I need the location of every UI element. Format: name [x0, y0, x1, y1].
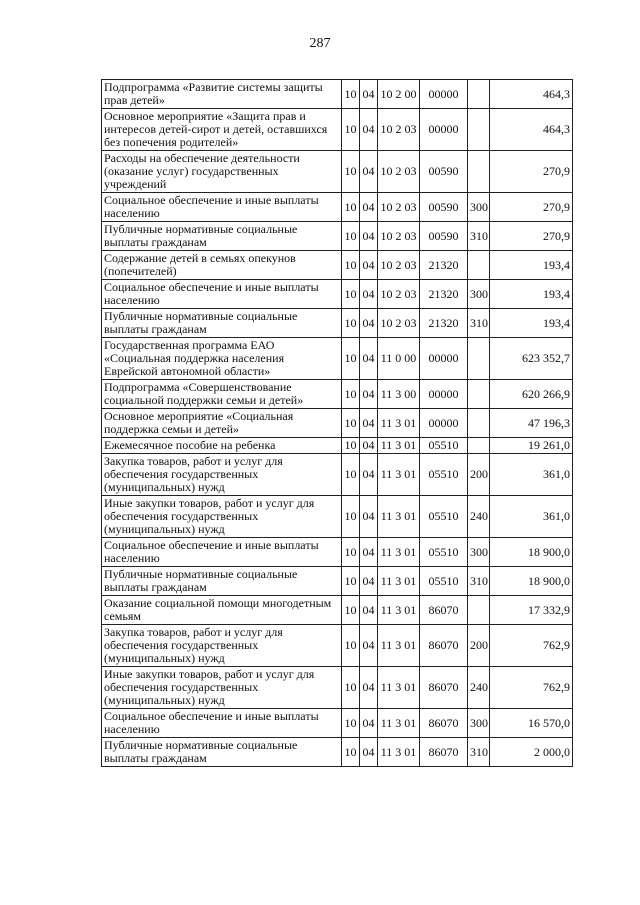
section-code-cell: 10 — [342, 409, 360, 438]
direction-code-cell: 05510 — [420, 454, 468, 496]
expense-type-code-cell: 310 — [468, 567, 490, 596]
amount-cell: 623 352,7 — [490, 338, 573, 380]
program-code-cell: 11 3 01 — [378, 667, 420, 709]
amount-cell: 193,4 — [490, 280, 573, 309]
expense-name-cell: Публичные нормативные социальные выплаты гражданам — [102, 222, 342, 251]
table-row — [102, 596, 573, 625]
direction-code-cell: 00000 — [420, 338, 468, 380]
table-row — [102, 151, 573, 193]
table-row — [102, 338, 573, 380]
program-code-cell: 10 2 03 — [378, 280, 420, 309]
program-code-cell: 11 3 01 — [378, 625, 420, 667]
section-code-cell: 10 — [342, 338, 360, 380]
table-row — [102, 567, 573, 596]
amount-cell: 193,4 — [490, 309, 573, 338]
subsection-code-cell: 04 — [360, 409, 378, 438]
section-code-cell: 10 — [342, 280, 360, 309]
expense-name-cell: Основное мероприятие «Защита прав и интересов детей-сирот и детей, оставшихся без попечения родителей» — [102, 109, 342, 151]
direction-code-cell: 00000 — [420, 80, 468, 109]
program-code-cell: 11 3 01 — [378, 567, 420, 596]
expense-type-code-cell — [468, 438, 490, 454]
direction-code-cell: 00000 — [420, 409, 468, 438]
direction-code-cell: 21320 — [420, 251, 468, 280]
expense-type-code-cell: 310 — [468, 738, 490, 767]
table-row — [102, 280, 573, 309]
direction-code-cell: 00000 — [420, 109, 468, 151]
direction-code-cell: 05510 — [420, 538, 468, 567]
amount-cell: 464,3 — [490, 109, 573, 151]
table-row — [102, 80, 573, 109]
expense-name-cell: Расходы на обеспечение деятельности (оказание услуг) государственных учреждений — [102, 151, 342, 193]
table-row — [102, 454, 573, 496]
program-code-cell: 11 3 01 — [378, 454, 420, 496]
expense-name-cell: Закупка товаров, работ и услуг для обеспечения государственных (муниципальных) нужд — [102, 625, 342, 667]
amount-cell: 270,9 — [490, 151, 573, 193]
expense-name-cell: Закупка товаров, работ и услуг для обеспечения государственных (муниципальных) нужд — [102, 454, 342, 496]
expense-type-code-cell: 300 — [468, 193, 490, 222]
amount-cell: 18 900,0 — [490, 538, 573, 567]
subsection-code-cell: 04 — [360, 80, 378, 109]
program-code-cell: 10 2 03 — [378, 251, 420, 280]
table-row — [102, 709, 573, 738]
subsection-code-cell: 04 — [360, 151, 378, 193]
subsection-code-cell: 04 — [360, 251, 378, 280]
amount-cell: 361,0 — [490, 496, 573, 538]
expense-type-code-cell — [468, 409, 490, 438]
table-row — [102, 409, 573, 438]
table-row — [102, 496, 573, 538]
amount-cell: 762,9 — [490, 667, 573, 709]
expense-name-cell: Содержание детей в семьях опекунов (попечителей) — [102, 251, 342, 280]
amount-cell: 620 266,9 — [490, 380, 573, 409]
subsection-code-cell: 04 — [360, 454, 378, 496]
expense-type-code-cell: 310 — [468, 222, 490, 251]
program-code-cell: 11 0 00 — [378, 338, 420, 380]
expense-name-cell: Публичные нормативные социальные выплаты гражданам — [102, 738, 342, 767]
program-code-cell: 10 2 03 — [378, 193, 420, 222]
expense-type-code-cell — [468, 151, 490, 193]
amount-cell: 17 332,9 — [490, 596, 573, 625]
direction-code-cell: 86070 — [420, 738, 468, 767]
expense-name-cell: Подпрограмма «Совершенствование социальной поддержки семьи и детей» — [102, 380, 342, 409]
program-code-cell: 10 2 03 — [378, 222, 420, 251]
amount-cell: 762,9 — [490, 625, 573, 667]
subsection-code-cell: 04 — [360, 667, 378, 709]
table-row — [102, 222, 573, 251]
direction-code-cell: 00590 — [420, 151, 468, 193]
amount-cell: 18 900,0 — [490, 567, 573, 596]
subsection-code-cell: 04 — [360, 438, 378, 454]
amount-cell: 16 570,0 — [490, 709, 573, 738]
section-code-cell: 10 — [342, 309, 360, 338]
table-row — [102, 109, 573, 151]
program-code-cell: 10 2 03 — [378, 309, 420, 338]
expense-type-code-cell — [468, 80, 490, 109]
subsection-code-cell: 04 — [360, 496, 378, 538]
direction-code-cell: 05510 — [420, 438, 468, 454]
table-row — [102, 380, 573, 409]
table-row — [102, 738, 573, 767]
expense-name-cell: Государственная программа ЕАО «Социальная поддержка населения Еврейской автономной области» — [102, 338, 342, 380]
direction-code-cell: 00000 — [420, 380, 468, 409]
section-code-cell: 10 — [342, 667, 360, 709]
direction-code-cell: 86070 — [420, 709, 468, 738]
program-code-cell: 11 3 01 — [378, 738, 420, 767]
table-row — [102, 667, 573, 709]
section-code-cell: 10 — [342, 738, 360, 767]
expense-name-cell: Иные закупки товаров, работ и услуг для обеспечения государственных (муниципальных) нужд — [102, 496, 342, 538]
direction-code-cell: 05510 — [420, 567, 468, 596]
expense-type-code-cell — [468, 109, 490, 151]
amount-cell: 270,9 — [490, 193, 573, 222]
section-code-cell: 10 — [342, 596, 360, 625]
subsection-code-cell: 04 — [360, 709, 378, 738]
direction-code-cell: 05510 — [420, 496, 468, 538]
section-code-cell: 10 — [342, 625, 360, 667]
expense-name-cell: Иные закупки товаров, работ и услуг для обеспечения государственных (муниципальных) нужд — [102, 667, 342, 709]
expense-type-code-cell — [468, 251, 490, 280]
subsection-code-cell: 04 — [360, 567, 378, 596]
section-code-cell: 10 — [342, 380, 360, 409]
table-row — [102, 438, 573, 454]
subsection-code-cell: 04 — [360, 109, 378, 151]
expense-type-code-cell: 300 — [468, 709, 490, 738]
section-code-cell: 10 — [342, 709, 360, 738]
section-code-cell: 10 — [342, 222, 360, 251]
expense-type-code-cell: 200 — [468, 454, 490, 496]
table-row — [102, 193, 573, 222]
direction-code-cell: 00590 — [420, 222, 468, 251]
amount-cell: 361,0 — [490, 454, 573, 496]
direction-code-cell: 86070 — [420, 667, 468, 709]
expense-type-code-cell: 300 — [468, 280, 490, 309]
subsection-code-cell: 04 — [360, 309, 378, 338]
program-code-cell: 10 2 00 — [378, 80, 420, 109]
budget-table-body — [102, 80, 573, 767]
section-code-cell: 10 — [342, 496, 360, 538]
subsection-code-cell: 04 — [360, 338, 378, 380]
amount-cell: 47 196,3 — [490, 409, 573, 438]
table-row — [102, 309, 573, 338]
direction-code-cell: 21320 — [420, 309, 468, 338]
program-code-cell: 11 3 01 — [378, 496, 420, 538]
amount-cell: 464,3 — [490, 80, 573, 109]
expense-type-code-cell — [468, 380, 490, 409]
subsection-code-cell: 04 — [360, 538, 378, 567]
amount-cell: 2 000,0 — [490, 738, 573, 767]
expense-type-code-cell: 200 — [468, 625, 490, 667]
expense-type-code-cell: 310 — [468, 309, 490, 338]
expense-name-cell: Социальное обеспечение и иные выплаты населению — [102, 538, 342, 567]
section-code-cell: 10 — [342, 80, 360, 109]
direction-code-cell: 21320 — [420, 280, 468, 309]
expense-name-cell: Социальное обеспечение и иные выплаты населению — [102, 280, 342, 309]
table-row — [102, 538, 573, 567]
expense-name-cell: Публичные нормативные социальные выплаты гражданам — [102, 567, 342, 596]
amount-cell: 270,9 — [490, 222, 573, 251]
section-code-cell: 10 — [342, 251, 360, 280]
table-row — [102, 251, 573, 280]
section-code-cell: 10 — [342, 193, 360, 222]
section-code-cell: 10 — [342, 438, 360, 454]
expense-name-cell: Подпрограмма «Развитие системы защиты прав детей» — [102, 80, 342, 109]
program-code-cell: 10 2 03 — [378, 151, 420, 193]
expense-name-cell: Социальное обеспечение и иные выплаты населению — [102, 709, 342, 738]
program-code-cell: 11 3 01 — [378, 709, 420, 738]
expense-type-code-cell — [468, 338, 490, 380]
section-code-cell: 10 — [342, 151, 360, 193]
table-row — [102, 625, 573, 667]
program-code-cell: 10 2 03 — [378, 109, 420, 151]
subsection-code-cell: 04 — [360, 222, 378, 251]
expense-type-code-cell: 240 — [468, 496, 490, 538]
section-code-cell: 10 — [342, 567, 360, 596]
program-code-cell: 11 3 01 — [378, 438, 420, 454]
subsection-code-cell: 04 — [360, 738, 378, 767]
program-code-cell: 11 3 01 — [378, 409, 420, 438]
expense-type-code-cell: 240 — [468, 667, 490, 709]
section-code-cell: 10 — [342, 454, 360, 496]
expense-name-cell: Социальное обеспечение и иные выплаты населению — [102, 193, 342, 222]
section-code-cell: 10 — [342, 538, 360, 567]
expense-name-cell: Оказание социальной помощи многодетным семьям — [102, 596, 342, 625]
subsection-code-cell: 04 — [360, 280, 378, 309]
program-code-cell: 11 3 01 — [378, 538, 420, 567]
amount-cell: 19 261,0 — [490, 438, 573, 454]
direction-code-cell: 00590 — [420, 193, 468, 222]
subsection-code-cell: 04 — [360, 596, 378, 625]
expense-type-code-cell — [468, 596, 490, 625]
subsection-code-cell: 04 — [360, 380, 378, 409]
subsection-code-cell: 04 — [360, 193, 378, 222]
amount-cell: 193,4 — [490, 251, 573, 280]
expense-name-cell: Ежемесячное пособие на ребенка — [102, 438, 342, 454]
direction-code-cell: 86070 — [420, 625, 468, 667]
expense-name-cell: Публичные нормативные социальные выплаты гражданам — [102, 309, 342, 338]
budget-table — [101, 79, 573, 767]
program-code-cell: 11 3 00 — [378, 380, 420, 409]
subsection-code-cell: 04 — [360, 625, 378, 667]
direction-code-cell: 86070 — [420, 596, 468, 625]
expense-type-code-cell: 300 — [468, 538, 490, 567]
expense-name-cell: Основное мероприятие «Социальная поддержка семьи и детей» — [102, 409, 342, 438]
program-code-cell: 11 3 01 — [378, 596, 420, 625]
page-number: 287 — [309, 36, 331, 51]
section-code-cell: 10 — [342, 109, 360, 151]
